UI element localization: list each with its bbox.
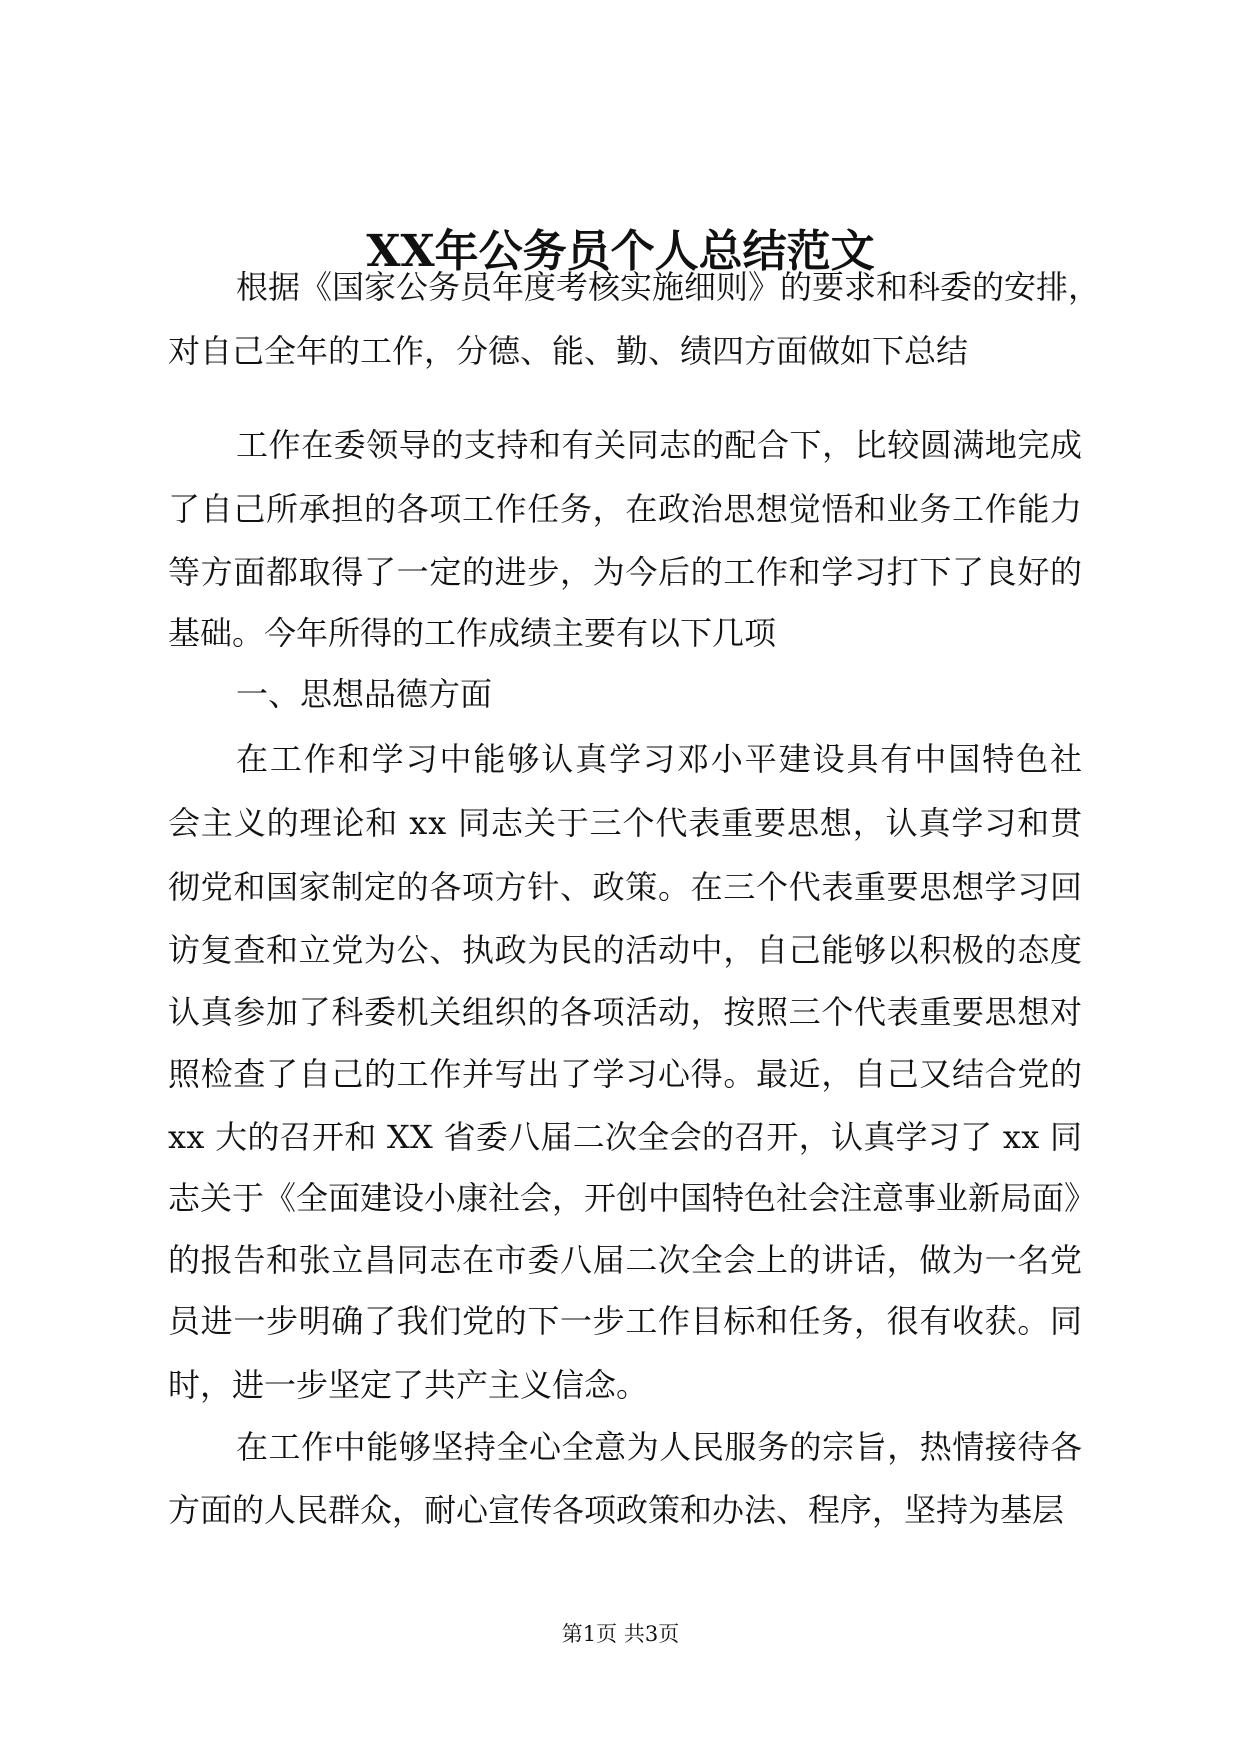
paragraph-line: 照检查了自己的工作并写出了学习心得。最近，自己又结合党的 — [168, 1055, 1083, 1093]
page-footer: 第1页 共3页 — [561, 1622, 680, 1646]
paragraph-line: 的报告和张立昌同志在市委八届二次全会上的讲话，做为一名党 — [168, 1241, 1083, 1279]
paragraph-line: 对自己全年的工作，分德、能、勤、绩四方面做如下总结 — [168, 332, 969, 370]
paragraph-line: 等方面都取得了一定的进步，为今后的工作和学习打下了良好的 — [168, 553, 1083, 591]
paragraph-line: 访复查和立党为公、执政为民的活动中，自己能够以积极的态度 — [168, 931, 1083, 969]
paragraph-line: 在工作中能够坚持全心全意为人民服务的宗旨，热情接待各 — [236, 1428, 1083, 1466]
paragraph-line: 工作在委领导的支持和有关同志的配合下，比较圆满地完成 — [236, 426, 1083, 464]
paragraph-line: 在工作和学习中能够认真学习邓小平建设具有中国特色社 — [236, 740, 1084, 778]
paragraph-line: 会主义的理论和 xx 同志关于三个代表重要思想，认真学习和贯 — [168, 804, 1083, 842]
paragraph-line: 员进一步明确了我们党的下一步工作目标和任务，很有收获。同 — [168, 1302, 1083, 1340]
paragraph-line: xx 大的召开和 XX 省委八届二次全会的召开，认真学习了 xx 同 — [168, 1118, 1083, 1156]
paragraph-line: 一、思想品德方面 — [236, 675, 493, 713]
paragraph-line: 认真参加了科委机关组织的各项活动，按照三个代表重要思想对 — [168, 993, 1083, 1031]
paragraph-line: 了自己所承担的各项工作任务，在政治思想觉悟和业务工作能力 — [168, 490, 1083, 528]
paragraph-line: 方面的人民群众，耐心宣传各项政策和办法、程序，坚持为基层 — [168, 1491, 1065, 1529]
paragraph-line: 志关于《全面建设小康社会，开创中国特色社会注意事业新局面》 — [168, 1179, 1097, 1217]
paragraph-line: 基础。今年所得的工作成绩主要有以下几项 — [168, 614, 777, 652]
document-title: XX年公务员个人总结范文 — [366, 226, 875, 277]
paragraph-line: 彻党和国家制定的各项方针、政策。在三个代表重要思想学习回 — [168, 868, 1083, 906]
paragraph-line: 根据《国家公务员年度考核实施细则》的要求和科委的安排， — [236, 268, 1101, 306]
paragraph-line: 时，进一步坚定了共产主义信念。 — [168, 1366, 649, 1404]
